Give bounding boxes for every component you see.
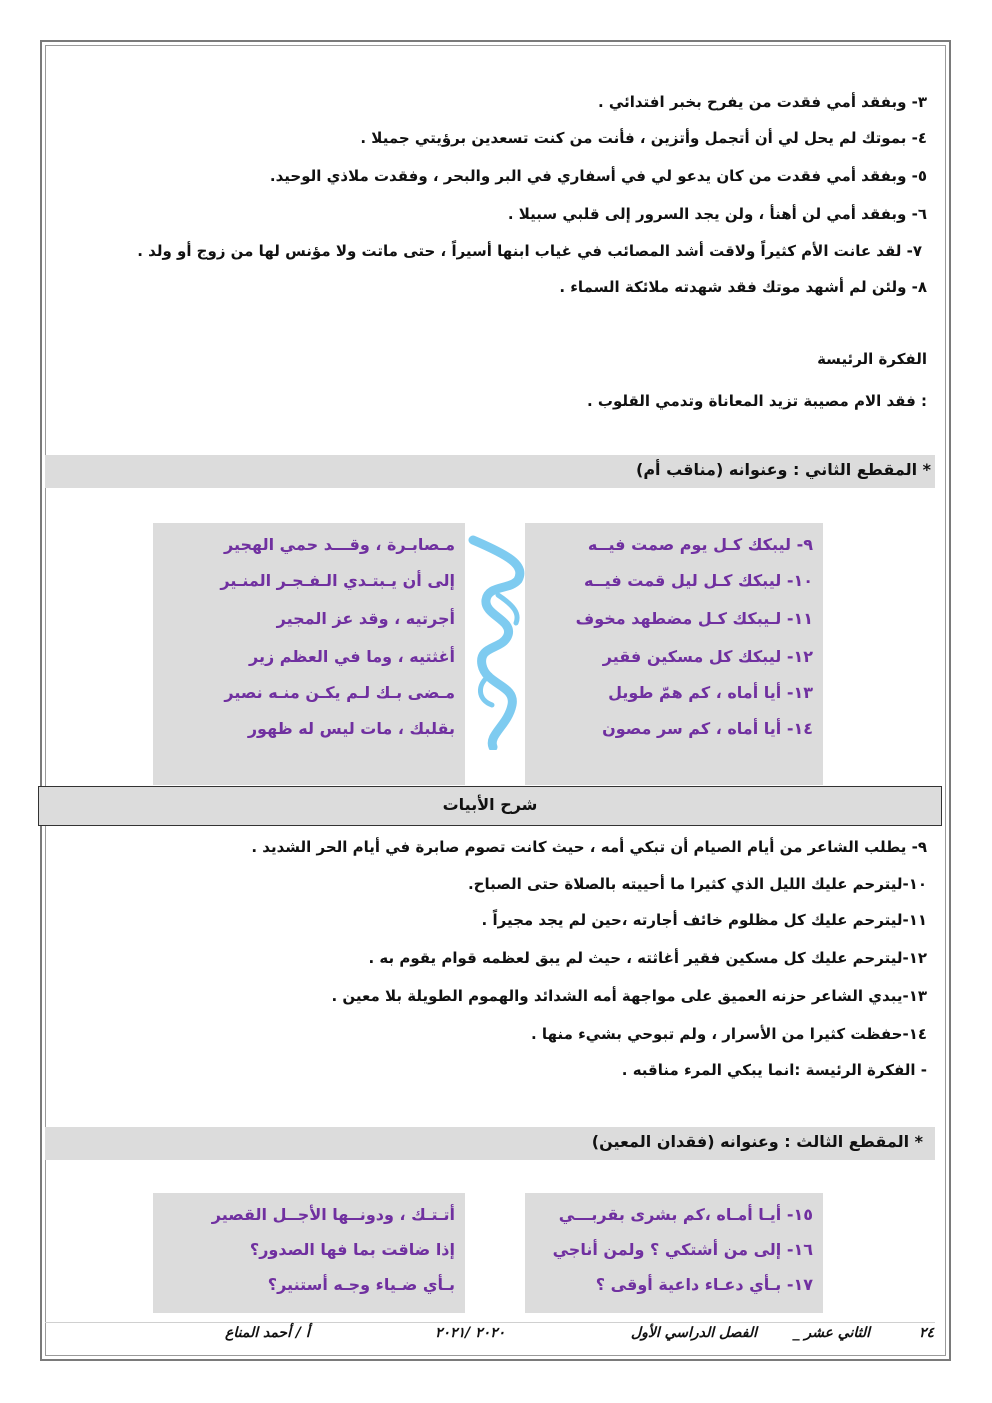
verse-14-second-half: بقلبك ، مات ليس له ظهور [247, 719, 455, 738]
verse-13-second-half: مـضى بـك لـم يكـن منـه نصير [224, 683, 455, 702]
explanation-line-7: ٧- لقد عانت الأم كثيراً ولاقت أشد المصائب في غياب ابنها أسيراً ، حتى ماتت ولا مؤنس لها من زوج أو ولد . [137, 242, 922, 260]
verse-9: ٩- ليبكك كـل يوم صمت فيــه [587, 535, 813, 554]
verse-15-second-half: أتـتـك ، ودونــها الأجــل القصير [211, 1205, 455, 1224]
explanation-line-14: ١٤-حفظت كثيرا من الأسرار ، ولم تبوحي بشيء منها . [531, 1025, 927, 1043]
verse-17-second-half: بـأي ضـياء وجـه أستنير؟ [267, 1275, 455, 1294]
verse-12-second-half: أغثتيه ، وما في العظم زير [249, 647, 455, 666]
poem-left-column-3 [153, 1193, 465, 1313]
explanation-line-6: ٦- وبفقد أمي لن أهنأ ، ولن يجد السرور إلى قلبي سبيلا . [507, 205, 927, 223]
verse-16-second-half: إذا ضاقت بما فها الصدور؟ [249, 1240, 455, 1259]
explanation-line-11: ١١-ليترحم عليك كل مظلوم خائف أجارته ،حين لم يجد مجيراً . [481, 911, 927, 929]
verse-12: ١٢- ليبكك كل مسكين فقير [602, 647, 813, 666]
explanation-header-title: شرح الأبيات [442, 795, 538, 814]
footer-author: أ / أحمد المناع [225, 1325, 310, 1341]
explanation-line-10: ١٠-ليترحم عليك الليل الذي كثيرا ما أحييته بالصلاة حتى الصباح. [467, 875, 927, 893]
footer-semester: الفصل الدراسي الأول [630, 1325, 757, 1341]
footer-divider [45, 1322, 935, 1323]
verse-11: ١١- لـيبكك كـل مضطهد مخوف [575, 609, 813, 628]
section-bar-2 [45, 455, 935, 488]
main-idea-2: - الفكرة الرئيسة :انما يبكي المرء مناقبه . [621, 1061, 927, 1079]
verse-14: ١٤- أيا أماه ، كم سر مصون [602, 719, 813, 738]
explanation-line-3: ٣- وبفقد أمي فقدت من يفرح بخبر افتدائي . [598, 93, 927, 111]
explanation-line-9: ٩- يطلب الشاعر من أيام الصيام أن تبكي أمه ، حيث كانت تصوم صابرة في أيام الحر الشديد . [251, 838, 927, 856]
verse-10: ١٠- ليبكك كـل ليل قمت فيــه [584, 571, 813, 590]
poem-right-column-3 [525, 1193, 823, 1313]
section-bar-3 [45, 1127, 935, 1160]
section-title-3: * المقطع الثالث : وعنوانه (فقدان المعين) [591, 1132, 923, 1151]
explanation-line-13: ١٣-يبدي الشاعر حزنه العميق على مواجهة أمه الشدائد والهموم الطويلة بلا معين . [331, 987, 927, 1005]
main-idea-title: الفكرة الرئيسة [817, 350, 927, 368]
verse-16: ١٦- إلى من أشتكي ؟ ولمن أناجي [552, 1240, 813, 1259]
explanation-line-5: ٥- وبفقد أمي فقدت من كان يدعو لي في أسفاري في البر والبحر ، وفقدت ملاذي الوحيد. [269, 167, 927, 185]
page-number: ٢٤ [918, 1325, 934, 1341]
explanation-line-8: ٨- ولئن لم أشهد موتك فقد شهدته ملائكة السماء . [559, 278, 927, 296]
section-title: * المقطع الثاني : وعنوانه (مناقب أم) [636, 460, 931, 479]
calligraphy-decoration-icon [468, 535, 530, 750]
verse-9-second-half: مـصابـرة ، وقـــد حمي الهجير [224, 535, 455, 554]
verse-17: ١٧- بـأي دعـاء داعية أوقى ؟ [595, 1275, 813, 1294]
main-idea-text: : فقد الام مصيبة تزيد المعاناة وتدمي القلوب . [586, 392, 927, 410]
verse-11-second-half: أجرتيه ، وقد عز المجير [276, 609, 455, 628]
footer-year: ٢٠٢٠ /٢٠٢١ [435, 1325, 506, 1341]
poem-right-column [525, 523, 823, 785]
verse-10-second-half: إلى أن يـبتـدي الـفـجـر المنـير [220, 571, 455, 590]
poem-left-column [153, 523, 465, 785]
explanation-header [38, 786, 942, 826]
explanation-line-12: ١٢-ليترحم عليك كل مسكين فقير أغاثته ، حيث لم يبق لعظمه قوام يقوم به . [368, 949, 927, 967]
verse-13: ١٣- أيا أماه ، كم همّ طويل [608, 683, 813, 702]
footer-grade: الثاني عشر _ [792, 1325, 870, 1341]
verse-15: ١٥- أيـا أمـاه ،كم بشرى بقربـــي [558, 1205, 813, 1224]
explanation-line-4: ٤- بموتك لم يحل لي أن أتجمل وأتزين ، فأنت من كنت تسعدين برؤيتي جميلا . [360, 129, 927, 147]
